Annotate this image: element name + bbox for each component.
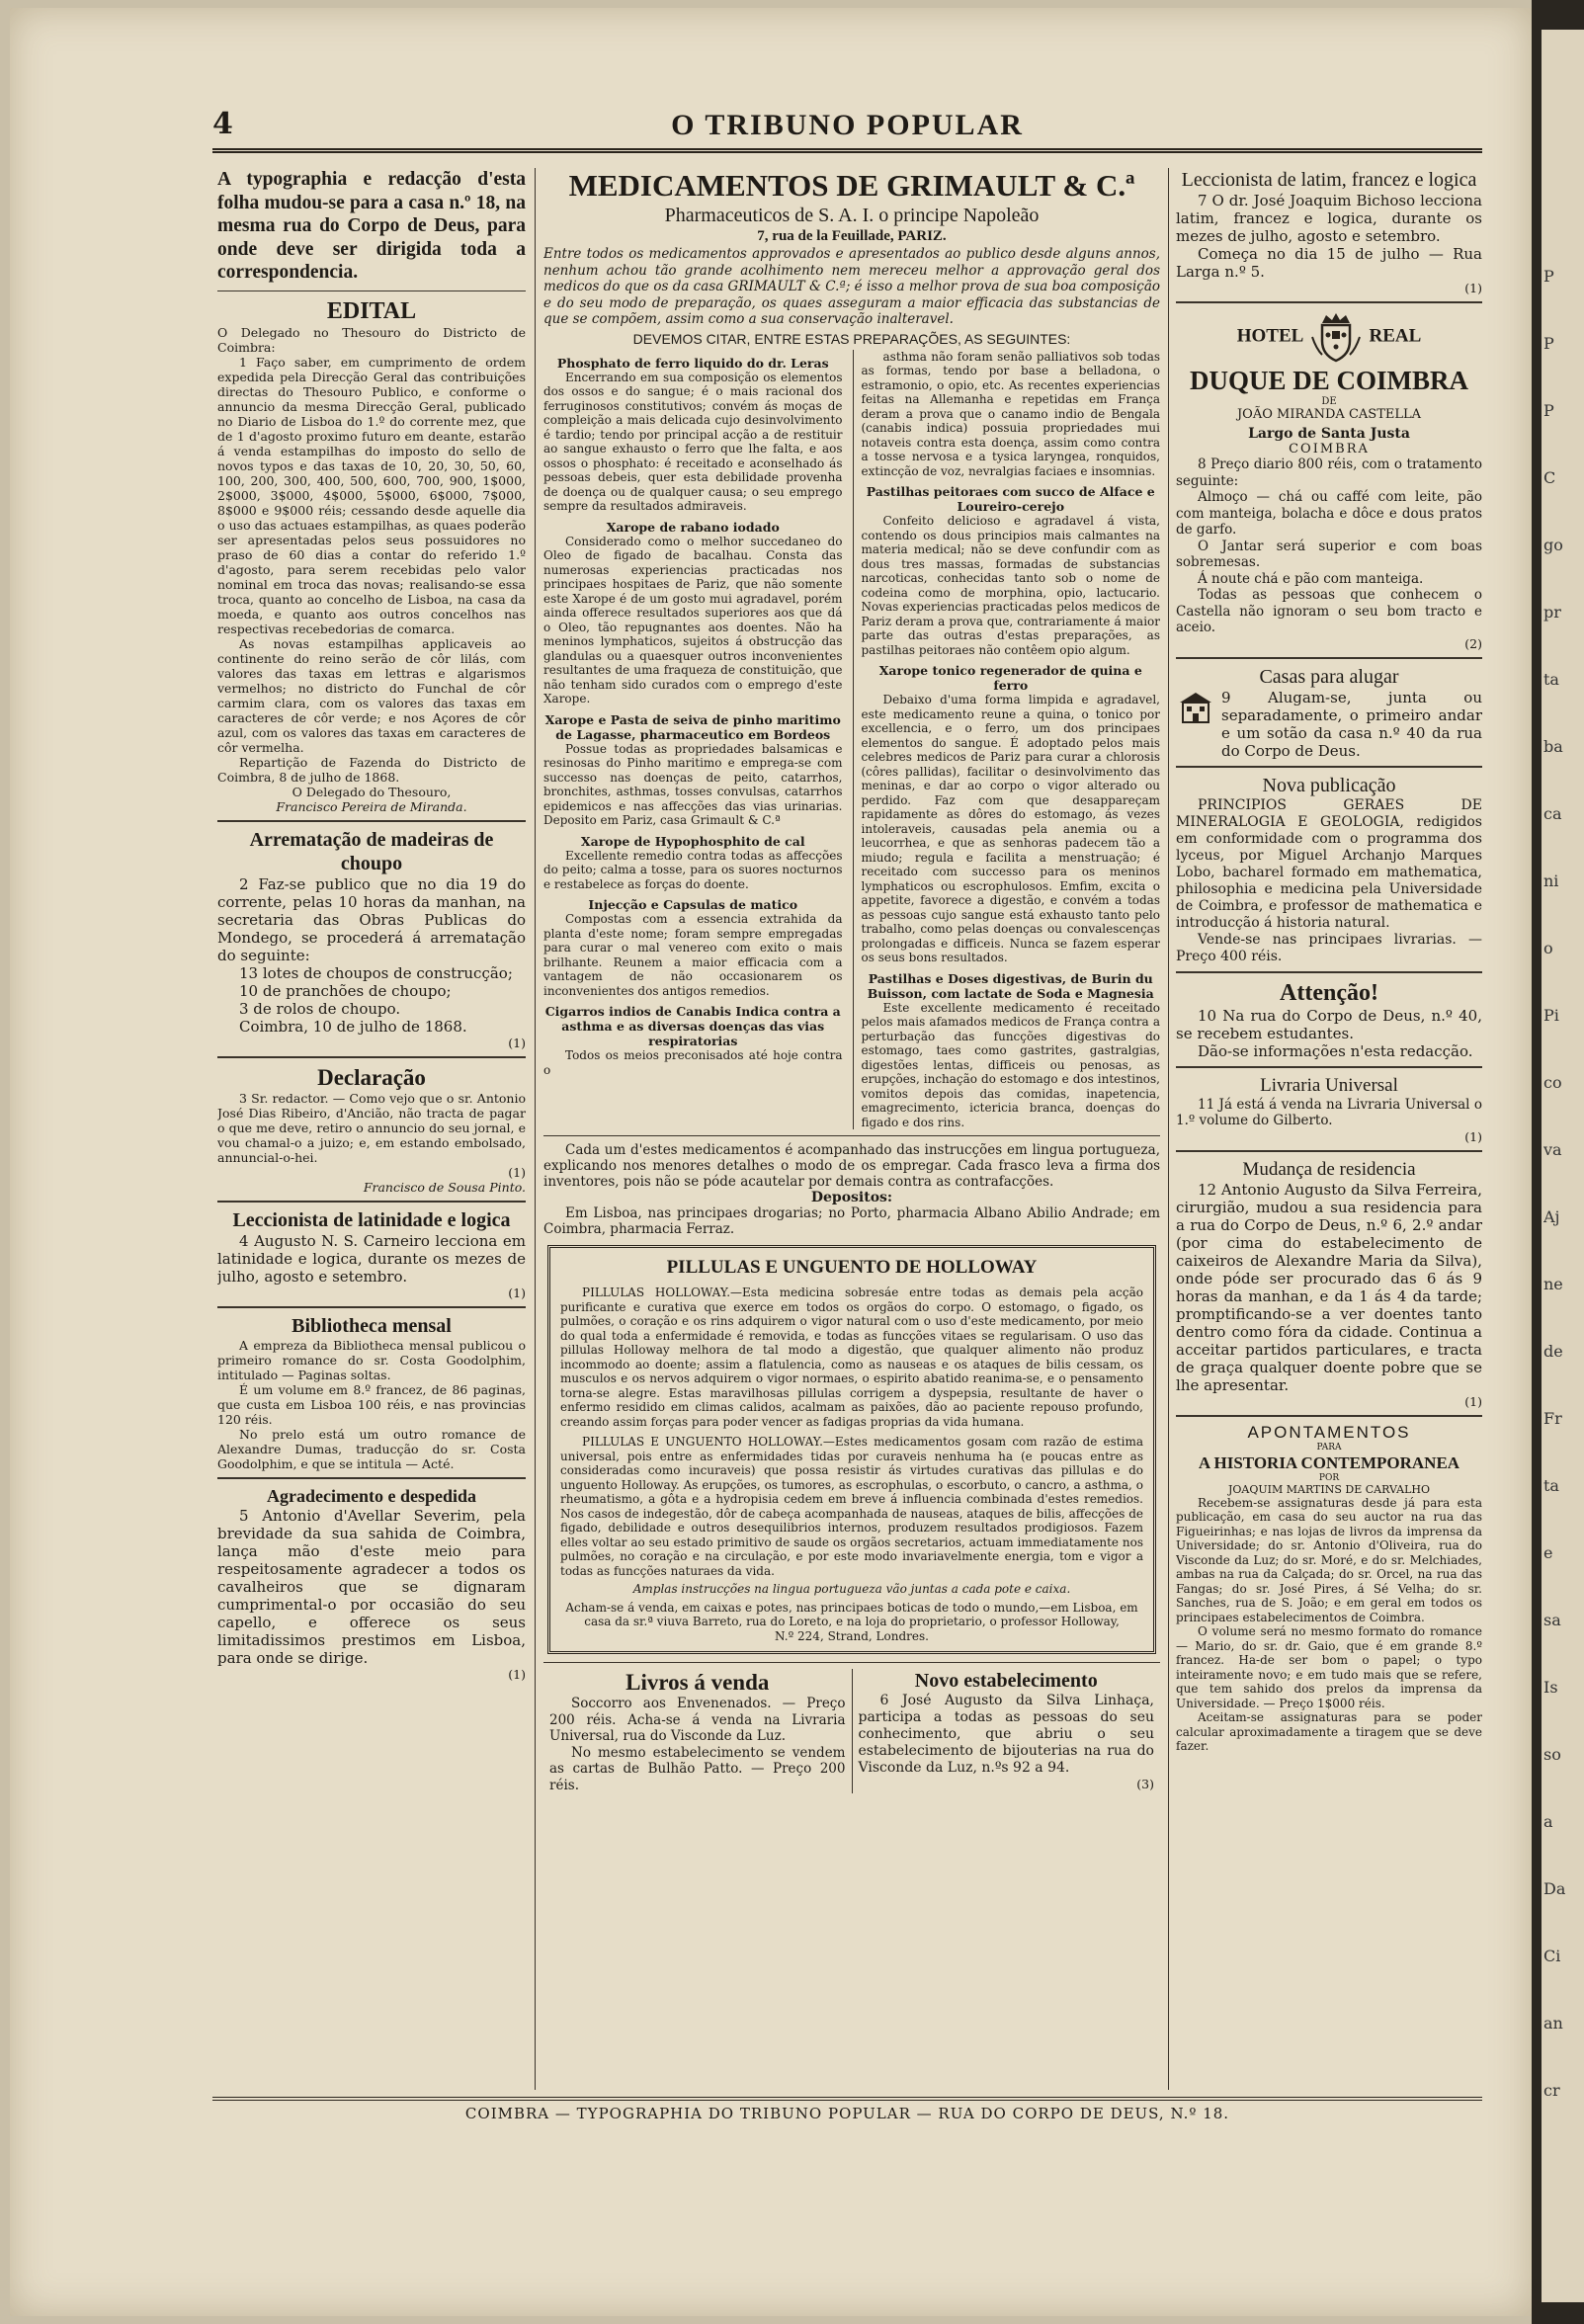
column-right: [1176, 168, 1482, 2090]
adjacent-page-fragment: o: [1543, 939, 1553, 957]
footer-rule: [212, 2097, 1482, 2101]
bibliotheca-title: Bibliotheca mensal: [292, 1314, 452, 1337]
apontamentos-title: APONTAMENTOS: [1247, 1422, 1411, 1442]
adjacent-page-fragment: Ci: [1543, 1947, 1561, 1965]
livros-text: No mesmo estabelecimento se vendem as cartas de Bulhão Patto. — Preço 200 réis.: [549, 1744, 846, 1793]
product-title: Cigarros indios de Canabis Indica contra a asthma e as diversas doenças das vias respiratorias: [544, 1004, 841, 1048]
column-left: [217, 168, 526, 2090]
imprint-footer: COIMBRA — TYPOGRAPHIA DO TRIBUNO POPULAR — RUA DO CORPO DE DEUS, N.º 18.: [464, 2105, 1230, 2122]
mudanca-title: Mudança de residencia: [1242, 1158, 1416, 1180]
edital-role: O Delegado do Thesouro,: [292, 784, 452, 799]
grimault-products: [543, 350, 1160, 1130]
product-title: Xarope de Hypophosphito de cal: [580, 833, 805, 849]
casas-body: [1176, 689, 1482, 760]
leccionista-latim-text: 7 O dr. José Joaquim Bichoso lecciona latim, francez e logica, durante os mezes de julho, agosto e setembro.: [1176, 192, 1482, 245]
adjacent-page-fragment: ca: [1543, 804, 1562, 823]
relocation-notice: A typographia e redacção d'esta folha mudou-se para a casa n.º 18, na mesma rua do Corpo de Deus, para onde deve ser dirigida toda a correspondencia.: [217, 169, 526, 283]
grimault-deposits: Em Lisboa, nas principaes drogarias; no Porto, pharmacia Albano Abilio Andrade; em Coimbra, pharmacia Ferraz.: [543, 1205, 1160, 1237]
adjacent-page-fragment: ni: [1543, 872, 1559, 890]
royal-crest-icon: [1308, 309, 1364, 365]
adjacent-page-fragment: ba: [1543, 737, 1563, 756]
edital-paragraph: 1 Faço saber, em cumprimento de ordem expedida pela Direcção Geral das contribuições directas do Thesouro Publico, e conforme o annuncio da mesma Direcção Geral, publicado no Diario de Lisboa do 1.º do corrente mez, que de 1 d'agosto proximo futuro em deante, estarão á venda estampilhas do imposto do sello de novos typos e das taxas de 10, 20, 30, 50, 60, 100, 200, 300, 400, 500, 600, 700, 900, 1$000, 2$000, 3$000, 4$000, 5$000, 6$000, 7$000, 8$000 e 9$000 réis; cessando desde aquelle dia o uso das actuaes estampilhas, as quaes poderão ser apresentadas pelos seus possuidores no praso de 60 dias a contar do referido 1.º d'agosto, para serem recebidas pelo valor nominal em troca das novas; realisando-se essa troca, quanto ao concelho de Lisboa, na casa da moeda, e quanto aos outros concelhos nas respectivas recebedorias de comarca.: [217, 354, 526, 636]
grimault-deposits-title: Depositos:: [810, 1190, 893, 1205]
ad-number: (1): [1464, 281, 1482, 295]
hotel-text: O Jantar será superior e com boas sobremesas.: [1176, 538, 1482, 570]
historia-title: A HISTORIA CONTEMPORANEA: [1198, 1452, 1460, 1472]
hotel-owner: JOÃO MIRANDA CASTELLA: [1236, 407, 1422, 422]
product-title: Xarope tonico regenerador de quina e ferro: [878, 663, 1142, 693]
column-divider: [1168, 168, 1169, 2090]
grimault-list-title: DEVEMOS CITAR, ENTRE ESTAS PREPARAÇÕES, AS SEGUINTES:: [632, 330, 1071, 347]
grimault-intro: Entre todos os medicamentos approvados e apresentados ao publico desde alguns annos, nenhum achou tão grande acolhimento nem mereceu melhor a approvação geral dos medicos do que os da casa GRIMAULT & C.ª; é isso a melhor prova de sua boa composição e do seu modo de preparação, os quaes asseguram a maior efficacia das substancias de que se compõem, assim como a sua conservação inalteravel.: [543, 246, 1160, 327]
edital-place-date: Repartição de Fazenda do Districto de Coimbra, 8 de julho de 1868.: [217, 754, 526, 785]
adjacent-page-fragment: ne: [1543, 1275, 1563, 1293]
hotel-text: Á noute chá e pão com manteiga.: [1198, 570, 1424, 587]
declaracao-signer: Francisco de Sousa Pinto.: [363, 1179, 526, 1195]
product-title: Injecção e Capsulas de matico: [588, 897, 798, 912]
apontamentos-author: JOAQUIM MARTINS DE CARVALHO: [1227, 1482, 1431, 1496]
product-description: Confeito delicioso e agradavel á vista, contendo os dous principios mais calmantes na materia medical; não se deve confundir com as dous tres massas, formadas de substancias narcoticas, conhecidas tanto sob o nome de codeina como de morphina, opio, lactucario. Novas experiencias practicadas pelos medicos de Pariz deram a prova que, contrariamente á maior parte das outras d'estas preparações, as pastilhas peitoraes não contêem opio algum.: [861, 514, 1160, 657]
house-icon: [1176, 689, 1215, 724]
declaracao-title: Declaração: [317, 1064, 426, 1090]
column-center: [543, 168, 1160, 2090]
ad-number: (3): [1136, 1777, 1154, 1791]
livros-title: Livros á venda: [625, 1670, 770, 1695]
holloway-sale: Acham-se á venda, em caixas e potes, nas principaes boticas de todo o mundo,—em Lisboa, em casa da sr.ª viuva Barreto, rua do Loreto, e na loja do proprietario, o professor Holloway,: [565, 1600, 1138, 1628]
adjacent-page-fragment: P: [1543, 267, 1554, 286]
adjacent-page-fragment: ta: [1543, 1476, 1559, 1495]
adjacent-page-fragment: Fr: [1543, 1409, 1562, 1428]
bibliotheca-text: É um volume em 8.º francez, de 86 paginas, que custa em Lisboa 100 réis, e nas provincias 120 réis.: [217, 1381, 526, 1427]
edital-intro: O Delegado no Thesouro do Districto de Coimbra:: [217, 324, 526, 355]
leccionista-latim-title: Leccionista de latim, francez e logica: [1181, 169, 1477, 191]
product-title: Pastilhas peitoraes com succo de Alface e Loureiro-cerejo: [866, 484, 1155, 514]
nova-publicacao-text: PRINCIPIOS GERAES DE MINERALOGIA E GEOLOGIA, redigidos em conformidade com o programma dos lyceus, por Miguel Archanjo Marques Lobo, bacharel formado em mathematica, philosophia e medicina pela Universidade de Coimbra, e professor de mathematica e introducção á historia natural.: [1176, 796, 1482, 931]
holloway-text: PILLULAS HOLLOWAY.—Esta medicina sobresáe entre todas as demais pela acção purificante e curativa que exerce em todos os orgãos do corpo. O estomago, o figado, os pulmões, o coração e os rins adquirem o vigor natural com o uso d'este medicamento, por meio do qual toda a enfermidade é removida, e todas as funcções vitaes se regularisam. O uso das pillulas Holloway melhora de tal modo a digestão, que qualquer alimento não produz incommodo ao doente; assim a flatulencia, como as nauseas e os ataques de bilis cessam, os musculos e os nervos adquirem o vigor normaes, o espirito abatido reanima-se, e o pensamento torna-se alegre. Estas maravilhosas pillulas corrigem a dyspepsia, resultante de haver o enfermo residido em climas calidos, acalmam as paixões, dão ao paciente repouso profundo, creando assim forças para poder vencer as fadigas proprias da vida humana.: [560, 1286, 1143, 1429]
page-number: 4: [212, 107, 233, 141]
grimault-title: MEDICAMENTOS DE GRIMAULT & C.ª: [568, 168, 1135, 203]
adjacent-page-fragment: Pi: [1543, 1006, 1559, 1025]
hotel-text: Almoço — chá ou caffé com leite, pão com manteiga, bolacha e dôce e dous pratos de garfo.: [1176, 489, 1482, 538]
novo-estabelecimento-title: Novo estabelecimento: [914, 1670, 1098, 1692]
ad-number: (1): [1464, 1393, 1482, 1409]
adjacent-page-fragment: go: [1543, 536, 1563, 554]
masthead: [212, 107, 1482, 146]
novo-estabelecimento-ad: [852, 1669, 1161, 1793]
apontamentos-para: PARA: [1316, 1442, 1342, 1452]
adjacent-page-fragment: ta: [1543, 670, 1559, 689]
adjacent-page-fragment: Is: [1543, 1678, 1558, 1697]
adjacent-page-fragment: cr: [1543, 2081, 1560, 2100]
agradecimento-title: Agradecimento e despedida: [267, 1485, 476, 1506]
bottom-ads: [543, 1662, 1160, 1793]
adjacent-page-fragment: va: [1543, 1140, 1562, 1159]
holloway-text: PILLULAS E UNGUENTO HOLLOWAY.—Estes medicamentos gosam com razão de estima universal, pois entre as enfermidades tidas por curaveis nenhuma ha (e poucas entre as consideradas como incuraveis) que possa resistir ás virtudes curativas das pillulas e do unguento Holloway. As erupções, os tumores, as escrophulas, o escorbuto, o cancro, a asthma, o rheumatismo, a gôta e a hydropisia cedem em breve á influencia combinada d'estes remedios. Nos casos de indegestão, dôr de cabeça acompanhada de nauseas, ataques de bilis, affecções de figado, debilidade e outros desequilibrios internos, produzem resultados prodigiosos. Fazem elles voltar ao seu estado primitivo de saude os orgãos secretarios, actuam immediatamente nos pulmões, no coração e na circulação, e por este modo invariavelmente energia, tom e vigor a todas as funcções naturaes da vida.: [560, 1435, 1143, 1578]
edital-signer: Francisco Pereira de Miranda.: [276, 798, 467, 814]
grimault-products-right: [853, 350, 1161, 1130]
real-word: REAL: [1369, 325, 1422, 347]
casas-title: Casas para alugar: [1259, 665, 1399, 688]
arrematacao-item: 13 lotes de choupos de construcção;: [239, 963, 513, 982]
hotel-city: COIMBRA: [1289, 442, 1370, 456]
product-description: Considerado como o melhor succedaneo do Oleo de figado de bacalhau. Consta das numerosas experiencias practicadas nos principaes hospitaes de Pariz, que não somente este Xarope é de um gosto mui agradavel, porém ainda offerece resultados superiores aos que dá o Oleo, tão repugnantes aos doentes. Não ha meninos lymphaticos, sujeitos á obstrucção das glandulas ou a quaesquer outros inconvenientes resultantes de uma fraqueza de constituição, que não tenham sido curados com o emprego d'este Xarope.: [543, 534, 843, 706]
declaracao-text: 3 Sr. redactor. — Como vejo que o sr. Antonio José Dias Ribeiro, d'Ancião, não tracta de pagar o que me deve, retiro o annuncio do seu jornal, e vou chamal-o a juizo; e, em estando embolsado, annuncial-o-hei.: [217, 1090, 526, 1165]
apontamentos-text: O volume será no mesmo formato do romance — Mario, do sr. dr. Gaio, que é em grande 8.º francez. Ha-de ser bom o papel; o typo inteiramente novo; e em tudo mais que se refere, que tem sahido dos prelos da imprensa da Universidade. — Preço 1$000 réis.: [1176, 1624, 1482, 1710]
bibliotheca-text: No prelo está um outro romance de Alexandre Dumas, traducção do sr. Costa Goodolphim, e que se intitula — Acté.: [217, 1426, 526, 1471]
product-title: Pastilhas e Doses digestivas, de Burin du Buisson, com lactate de Soda e Magnesia: [867, 970, 1154, 1001]
hotel-word: HOTEL: [1236, 325, 1304, 347]
product-description: Todos os meios preconisados até hoje contra o: [543, 1048, 843, 1077]
casas-text: 9 Alugam-se, junta ou separadamente, o primeiro andar e um sotão da casa n.º 40 da rua do Corpo de Deus.: [1221, 688, 1482, 760]
holloway-instructions: Amplas instrucções na lingua portugueza vão juntas a cada pote e caixa.: [632, 1582, 1071, 1596]
adjacent-page-fragment: Da: [1543, 1879, 1566, 1898]
holloway-address: N.º 224, Strand, Londres.: [775, 1628, 929, 1643]
apontamentos-text: Recebem-se assignaturas desde já para esta publicação, em casa do seu auctor na rua das Figueirinhas; e nas lojas de livros da imprensa da Universidade; do sr. Antonio d'Oliveira, rua do Visconde da Luz; do sr. Moré, e do sr. Melchiades, ambas na rua da Calçada; do sr. Orcel, na rua das Fangas; do sr. José Pires, á Sé Velha; do sr. Sanches, rua de S. João; e em geral em todos os principaes estabelecimentos de Coimbra.: [1176, 1495, 1482, 1624]
ad-number: (1): [1464, 1128, 1482, 1144]
header-rule: [212, 148, 1482, 153]
arrematacao-text: 2 Faz-se publico que no dia 19 do corrente, pelas 10 horas da manhan, na secretaria das Obras Publicas do Mondego, se procederá á arrematação do seguinte:: [217, 874, 526, 964]
ad-number: (1): [508, 1666, 526, 1682]
adjacent-page-fragment: de: [1543, 1342, 1563, 1361]
atencao-title: Attenção!: [1280, 979, 1378, 1006]
livros-text: Soccorro aos Envenenados. — Preço 200 réis. Acha-se á venda na Livraria Universal, rua do Visconde da Luz.: [549, 1696, 846, 1744]
leccionista-latim-text: Começa no dia 15 de julho — Rua Larga n.º 5.: [1176, 245, 1482, 281]
atencao-text: Dão-se informações n'esta redacção.: [1198, 1041, 1473, 1060]
leccionista-text: 4 Augusto N. S. Carneiro lecciona em latinidade e logica, durante os mezes de julho, agosto e setembro.: [217, 1231, 526, 1286]
product-title: Phosphato de ferro liquido do dr. Leras: [556, 355, 829, 371]
ad-number: (1): [508, 1285, 526, 1300]
atencao-text: 10 Na rua do Corpo de Deus, n.º 40, se recebem estudantes.: [1176, 1006, 1482, 1042]
adjacent-page-fragment: co: [1543, 1073, 1562, 1092]
arrematacao-date: Coimbra, 10 de julho de 1868.: [239, 1017, 467, 1036]
ad-number: (2): [1464, 635, 1482, 651]
edital-title: EDITAL: [326, 297, 417, 324]
product-title: Xarope e Pasta de seiva de pinho maritimo de Lagasse, pharmaceutico em Bordeos: [544, 711, 841, 742]
grimault-address: 7, rua de la Feuillade, PARIZ.: [757, 228, 947, 244]
product-description: Excellente remedio contra todas as affecções do peito; calma a tosse, para os suores nocturnos e restabelece as forças do doente.: [543, 848, 843, 891]
adjacent-page-fragment: so: [1543, 1745, 1561, 1764]
edital-paragraph: As novas estampilhas applicaveis ao continente do reino serão de côr lilás, com valores das taxas em lettras e algarismos vermelhos; no districto do Funchal de côr carmim clara, com os valores das taxas em caracteres de côr verde; e nos Açores de côr azul, com os valores das taxas em caracteres de côr vermelha.: [217, 635, 526, 755]
adjacent-page-fragment: an: [1543, 2014, 1563, 2033]
hotel-de: DE: [1321, 396, 1337, 407]
apontamentos-por: POR: [1318, 1472, 1340, 1483]
product-title: Xarope de rabano iodado: [606, 519, 780, 535]
ad-number: (1): [508, 1164, 526, 1180]
product-description: Encerrando em sua composição os elementos dos ossos e do sangue; é o mais racional dos ferruginosos constitutivos; convém ás moças de compleição a mais delicada cujo desinvolvimento é tardio; tendo por principal acção a de restituir ao sangue exhausto o ferro que lhe falta, e aos ossos o phosphato: é receitado e aconselhado ás pessoas debeis, quer esta debilidade provenha de doença ou de qualquer causa; o seu emprego sempre da resultados admiraveis.: [543, 370, 843, 513]
ad-number: (1): [508, 1035, 526, 1050]
product-description: Compostas com a essencia extrahida da planta d'este nome; foram sempre empregadas para curar o mal venereo com exito o mais brilhante. Reunem a maior efficacia com a vantagem de não occasionarem os inconvenientes dos antigos remedios.: [543, 912, 843, 998]
product-description: asthma não foram senão palliativos sob todas as formas, tendo por base a belladona, o estramonio, o opio, etc. As recentes experiencias feitas na Allemanha e repetidas em França deram a prova que o canamo indio de Bengala (canabis indica) possuia propriedades mui notaveis contra esta doença, assim como contra a tosse nervosa e a tysica laryngea, ronquidos, extincção de voz, nevralgias faciaes e insomnias.: [861, 349, 1160, 478]
adjacent-page-fragment: a: [1543, 1812, 1553, 1831]
grimault-subtitle: Pharmaceuticos de S. A. I. o principe Napoleão: [664, 205, 1040, 226]
livros-ad: [543, 1669, 852, 1793]
adjacent-page-fragment: pr: [1543, 603, 1561, 622]
mudanca-text: 12 Antonio Augusto da Silva Ferreira, cirurgião, mudou a sua residencia para a rua do Corpo de Deus, n.º 6, 2.º andar (por cima do estabelecimento de caixeiros de Alexandre Maria da Silva), onde póde ser procurado das 6 ás 9 horas da manhan, e da 1 ás 4 da tarde; promptificando-se a ver doentes tanto dentro como fóra da cidade. Continua a acceitar partidos particulares, e tracta de graça qualquer doente pobre que se lhe apresentar.: [1176, 1180, 1482, 1394]
hotel-heading: [1176, 309, 1482, 365]
adjacent-page-fragment: e: [1543, 1543, 1553, 1562]
leccionista-title: Leccionista de latinidade e logica: [232, 1208, 511, 1231]
hotel-address: Largo de Santa Justa: [1248, 426, 1410, 442]
livraria-title: Livraria Universal: [1260, 1074, 1398, 1096]
hotel-text: Todas as pessoas que conhecem o Castella não ignoram o seu bom tracto e aceio.: [1176, 587, 1482, 635]
arrematacao-item: 3 de rolos de choupo.: [239, 999, 401, 1018]
apontamentos-text: Aceitam-se assignaturas para se poder calcular aproximadamente a tiragem que se deve fazer.: [1176, 1710, 1482, 1753]
novo-estabelecimento-text: 6 José Augusto da Silva Linhaça, participa a todas as pessoas do seu conhecimento, que abriu o seu estabelecimento de bijouterias na rua do Visconde da Luz, n.ºs 92 a 94.: [858, 1693, 1154, 1776]
grimault-products-left: [543, 350, 843, 1130]
agradecimento-text: 5 Antonio d'Avellar Severim, pela brevidade da sua sahida de Coimbra, lança mão d'este meio para respeitosamente agradecer a todos os cavalheiros que se dignaram cumprimental-o por occasião do seu capello, e offerece os seus limitadissimos prestimos em Lisboa, para onde se dirige.: [217, 1506, 526, 1667]
arrematacao-item: 10 de pranchões de choupo;: [239, 981, 452, 1000]
adjacent-page-fragment: P: [1543, 401, 1554, 420]
product-description: Debaixo d'uma forma limpida e agradavel, este medicamento reune a quina, o tonico por excellencia, e o ferro, um dos principaes elementos do sangue. É adoptado pelos mais celebres medicos de Pariz para curar a chlorosis (côres pallidas), facilitar o desinvolvimento das meninas, e dar ao corpo o vigor alterado ou perdido. Faz com que desappareçam rapidamente as dôres do estomago, ás vezes intoleraveis, causadas pela anemia ou a leucorrhea, e que as senhoras padecem tão a miudo; regula e facilita a menstruação; é receitado com successo para os meninos lymphaticos ou escrophulosos. Emfim, excita o appetite, favorece a digestão, e convém a todas as pessoas cujo sangue está exhausto tanto pelo trabalho, como pelas doenças ou convalescenças prolongadas e difficeis. Nunca se fazem esperar os seus bons resultados.: [861, 693, 1160, 964]
holloway-ad: [547, 1245, 1156, 1654]
adjacent-page-fragment: Aj: [1543, 1207, 1560, 1226]
bibliotheca-text: A empreza da Bibliotheca mensal publicou o primeiro romance do sr. Costa Goodolphim, intitulado — Paginas soltas.: [217, 1337, 526, 1382]
hotel-name: DUQUE DE COIMBRA: [1189, 366, 1468, 395]
adjacent-page-fragment: sa: [1543, 1611, 1561, 1629]
hotel-text: 8 Preço diario 800 réis, com o tratamento seguinte:: [1176, 456, 1482, 489]
product-description: Este excellente medicamento é receitado pelos mais afamados medicos de França contra a perturbação das funcções digestivas do estomago, taes como gastrites, gastralgias, digestões lentas, difficeis ou penosas, as erupções, inchação do estomago e dos intestinos, vomitos depois das comidas, inapetencia, emagrecimento, ictericia branca, doenças do figado e dos rins.: [861, 1000, 1160, 1129]
nova-publicacao-price: Vende-se nas principaes livrarias. — Preço 400 réis.: [1176, 931, 1482, 964]
holloway-title: PILLULAS E UNGUENTO DE HOLLOWAY: [666, 1257, 1038, 1278]
product-description: Possue todas as propriedades balsamicas e resinosas do Pinho maritimo e emprega-se com successo nas doenças de peito, catarrhos, bronchites, asthmas, tosses convulsas, catarrhos epidemicos e nas affecções das vias urinarias. Deposito em Pariz, casa Grimault & C.ª: [543, 741, 843, 827]
column-divider: [535, 168, 536, 2090]
adjacent-page-fragment: P: [1543, 334, 1554, 353]
nova-publicacao-title: Nova publicação: [1262, 774, 1396, 796]
livraria-text: 11 Já está á venda na Livraria Universal o 1.º volume do Gilberto.: [1176, 1096, 1482, 1128]
arrematacao-title: Arrematação de madeiras de choupo: [249, 828, 494, 874]
grimault-closing: Cada um d'estes medicamentos é acompanhado das instrucções em lingua portugueza, explicando nos menores detalhes o modo de os empregar. Cada frasco leva a firma dos inventores, pois não se póde acautelar por demais contra as contrafacções.: [543, 1142, 1160, 1190]
adjacent-page-fragment: C: [1543, 468, 1556, 487]
newspaper-title: O TRIBUNO POPULAR: [671, 109, 1024, 141]
